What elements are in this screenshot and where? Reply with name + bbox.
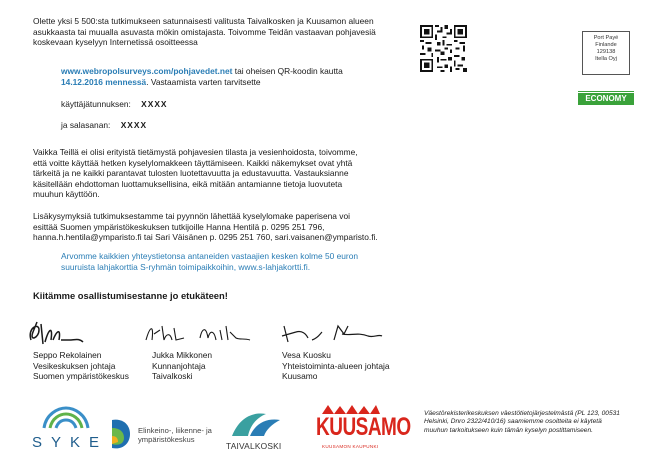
- intro-line: Olette yksi 5 500:sta tutkimukseen satunnaisesti valitusta Taivalkosken ja Kuusamon alueen: [33, 16, 374, 26]
- password-value: XXXX: [120, 120, 148, 130]
- signer-org: Suomen ympäristökeskus: [33, 371, 129, 382]
- taivalkoski-emblem-icon: [226, 410, 286, 438]
- ely-name-line: ympäristökeskus: [138, 435, 195, 444]
- contact-line: hanna.h.hentila@ymparisto.fi tai Sari Väisänen p. 0295 251 760, sari.vaisanen@ymparisto.fi.: [33, 232, 378, 243]
- intro-line: koskevaan kyselyyn Internetissä osoitteessa: [33, 37, 198, 48]
- deadline-after-text: . Vastaamista varten tarvitsette: [146, 76, 261, 87]
- username-value: XXXX: [141, 99, 168, 109]
- signature-mikkonen: [140, 320, 260, 346]
- signer-name: Vesa Kuosku: [282, 350, 331, 360]
- password-row: [61, 120, 147, 131]
- kuusamo-logo: [314, 403, 411, 453]
- ely-logo: [108, 416, 218, 456]
- ely-emblem-icon: [108, 416, 134, 452]
- kuusamo-wordmark: KUUSAMO: [316, 414, 411, 442]
- postage-paid-box: [582, 31, 630, 75]
- contact-line: esittää Suomen ympäristökeskuksen tutkijoille Hanna Hentilä p. 0295 251 796,: [33, 221, 325, 232]
- registry-line: Väestörekisterikeskuksen väestötietojärjestelmästä (PL 123, 00531: [424, 410, 620, 417]
- username-row: [61, 99, 168, 110]
- signer-org: Taivalkoski: [152, 371, 193, 382]
- username-label: käyttäjätunnuksen:: [61, 99, 131, 109]
- url-after-text: tai oheisen QR-koodin kautta: [232, 66, 343, 76]
- postage-line: 129138: [596, 49, 616, 55]
- postage-line: Port Payé: [593, 35, 619, 41]
- survey-url-block: [61, 66, 343, 87]
- syke-logo: [28, 404, 109, 454]
- postage-line: Finlande: [595, 42, 617, 48]
- kuusamo-subtitle: KUUSAMON KAUPUNKI: [322, 444, 379, 449]
- thanks-heading: Kiitämme osallistumisestanne jo etukäteen!: [33, 290, 228, 301]
- deadline-date: 14.12.2016 mennessä: [61, 76, 147, 87]
- signer-rekolainen: [33, 350, 129, 382]
- taivalkoski-logo: [224, 410, 290, 455]
- syke-wordmark: SYKE: [32, 434, 109, 451]
- signer-name: Seppo Rekolainen: [33, 350, 102, 360]
- prize-line: Arvomme kaikkien yhteystietonsa antaneiden vastaajien kesken kolme 50 euron: [61, 251, 359, 261]
- signature-rekolainen: [25, 318, 125, 348]
- privacy-line: käsitellään ehdottoman luottamuksellisina, eikä mitään antamianne tietoja luovuteta: [33, 178, 343, 189]
- intro-line: asukkaasta tai muualla asuvasta mökin omistajasta. Toivomme Teidän vastaavan pohjavesiä: [33, 26, 376, 37]
- contact-paragraph: [33, 211, 378, 243]
- signer-mikkonen: [152, 350, 212, 382]
- registry-line: muuhun tarkoitukseen kuin tämän kyselyn postittamiseen.: [424, 426, 593, 434]
- economy-divider: [578, 91, 634, 92]
- ely-name-line: Elinkeino-, liikenne- ja: [138, 426, 212, 435]
- signer-title: Vesikeskuksen johtaja: [33, 360, 116, 371]
- password-label: ja salasanan:: [61, 120, 111, 130]
- privacy-line: Vaikka Teillä ei olisi erityistä tietämystä pohjavesien tilasta ja vesienhoidosta, toivomme,: [33, 147, 358, 157]
- signer-name: Jukka Mikkonen: [152, 350, 213, 360]
- syke-emblem-icon: [28, 404, 103, 430]
- privacy-paragraph: [33, 147, 358, 200]
- privacy-line: tärkeitä ja ne kaikki parantavat tulosten luotettavuutta ja edustavuutta. Vastauksianne: [33, 168, 349, 179]
- economy-badge: ECONOMY: [578, 93, 634, 105]
- prize-paragraph: [61, 251, 358, 272]
- signer-title: Kunnanjohtaja: [152, 360, 206, 371]
- registry-note: [424, 410, 620, 435]
- signer-title: Yhteistoiminta-alueen johtaja: [282, 360, 390, 371]
- signer-kuosku: [282, 350, 390, 382]
- intro-paragraph: [33, 16, 376, 48]
- privacy-line: muuhun käyttöön.: [33, 189, 100, 200]
- signature-kuosku: [278, 320, 388, 348]
- signer-org: Kuusamo: [282, 371, 318, 382]
- survey-qr-code[interactable]: [420, 25, 467, 72]
- postage-line: Itella Oyj: [595, 56, 617, 62]
- survey-url-link[interactable]: www.webropolsurveys.com/pohjavedet.net: [61, 66, 233, 76]
- prize-line: suuruista lahjakorttia S-ryhmän toimipaikkoihin, www.s-lahjakortti.fi.: [61, 261, 311, 272]
- privacy-line: että voitte käyttää hetken kyselylomakkeen täyttämiseen. Kaikki näkemykset ovat yhtä: [33, 157, 353, 168]
- contact-line: Lisäkysymyksiä tutkimuksestamme tai pyynnön lähettää kyselylomake paperisena voi: [33, 211, 350, 221]
- taivalkoski-wordmark: TAIVALKOSKI: [226, 441, 282, 451]
- registry-line: Helsinki, Dnro 2322/410/16) saamiemme osoitteita ei käytetä: [424, 418, 602, 426]
